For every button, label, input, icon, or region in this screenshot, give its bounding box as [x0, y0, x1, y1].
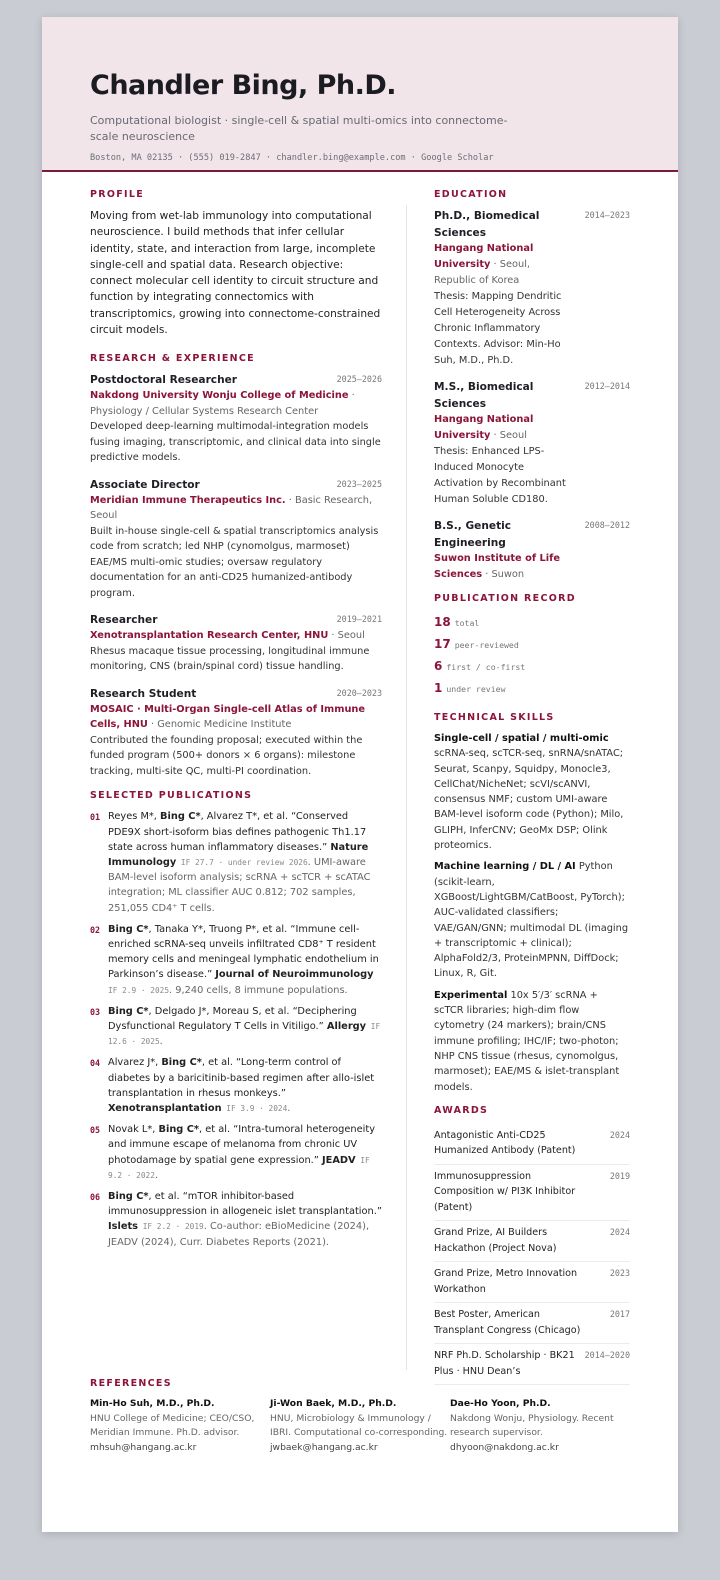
award-title: Grand Prize, Metro Innovation Workathon [434, 1268, 578, 1295]
publication-authors-pre: Novak L*, [108, 1124, 159, 1136]
stat-count: 1 [434, 681, 443, 695]
job-date: 2019–2021 [336, 614, 382, 625]
experience-entry [90, 686, 382, 780]
award-year: 2024 [609, 1129, 630, 1140]
job-title: Postdoctoral Researcher [90, 374, 238, 387]
publication-note: . [159, 1036, 163, 1048]
publication-journal: Xenotransplantation [108, 1103, 222, 1115]
references-section [90, 1378, 630, 1455]
job-organization [90, 628, 382, 644]
right-column [434, 189, 630, 1385]
award-item [434, 1221, 630, 1262]
degree-thesis: Thesis: Mapping Dendritic Cell Heterogeneity Across Chronic Inflammatory Contexts. Advisor: Min-Ho Suh, M.D., Ph.D. [434, 291, 562, 366]
skill-group [434, 988, 630, 1095]
publication-journal: Nature Immunology [108, 841, 369, 868]
skill-heading: Machine learning / DL / AI [434, 861, 576, 873]
section-title-awards: AWARDS [434, 1104, 489, 1116]
award-title: Grand Prize, AI Builders Hackathon (Project Nova) [434, 1227, 557, 1254]
award-title: Best Poster, American Transplant Congress (Chicago) [434, 1309, 581, 1336]
publication-journal: Islets [108, 1221, 138, 1233]
publication-number: 06 [90, 1192, 101, 1203]
publication-meta: IF 3.9 · 2024 [221, 1104, 288, 1114]
publication-self-author: Bing C* [108, 1005, 149, 1017]
publication-meta: IF 12.6 · 2025 [108, 1022, 381, 1047]
skill-heading: Experimental [434, 989, 508, 1001]
award-title: NRF Ph.D. Scholarship · BK21 Plus · HNU Dean’s [434, 1350, 575, 1377]
stat-count: 18 [434, 615, 451, 629]
skill-details: 10x 5′/3′ scRNA + scTCR libraries; high-dim flow cytometry (24 markers); brain/CNS immune profiling; IHC/IF; two-photon; NHP CNS tissue (rhesus, cynomolgus, marmoset); EAE/MS & islet-transplant models. [434, 989, 620, 1093]
section-title-profile: PROFILE [90, 189, 145, 200]
skill-heading: Single-cell / spatial / multi-omic [434, 733, 609, 744]
publication-note: . [154, 1169, 159, 1181]
experience-entry [90, 372, 382, 466]
reference-email[interactable]: dhyoon@nakdong.ac.kr [450, 1441, 559, 1453]
reference-entry [450, 1397, 630, 1455]
reference-entry [90, 1397, 270, 1455]
job-organization [90, 388, 382, 419]
reference-email[interactable]: jwbaek@hangang.ac.kr [270, 1441, 378, 1453]
stat-label: under review [446, 684, 506, 694]
publication-number: 01 [90, 812, 101, 823]
publication-note: . [287, 1103, 291, 1115]
section-title-education: EDUCATION [434, 189, 508, 200]
stat-count: 6 [434, 659, 443, 673]
award-year: 2019 [609, 1170, 630, 1181]
publication-authors-pre: Alvarez J*, [108, 1057, 162, 1069]
resume-header [42, 17, 678, 172]
publication-citation: , Tanaka Y*, Truong P*, et al. “Immune cell-enriched scRNA-seq unveils infiltrated CD8⁺ T resident memory cells and meningeal lymphatic endothelium in Parkinson’s disease.” [108, 923, 379, 981]
degree-thesis: Thesis: Enhanced LPS-Induced Monocyte Activation by Recombinant Human Soluble CD180. [434, 446, 566, 505]
degree-date: 2014–2023 [584, 210, 630, 220]
publication-stat [434, 678, 630, 700]
education-entry [434, 379, 630, 508]
skill-details: Python (scikit-learn, XGBoost/LightGBM/CatBoost, PyTorch); AUC-validated classifiers; VAE/GAN/GNN; multimodal DL (imaging + transcriptomic + clinical); AlphaFold2/3, ProteinMPNN, DiffDock; Linux, R, Git. [434, 861, 629, 980]
reference-name: Min-Ho Suh, M.D., Ph.D. [90, 1398, 215, 1409]
institution-location: · Seoul, Republic of Korea [434, 259, 531, 286]
job-description: Rhesus macaque tissue processing, longitudinal immune monitoring, CNS (brain/spinal cord) tissue handling. [90, 645, 370, 673]
publication-note: . Co-author: eBioMedicine (2024), JEADV (2024), Curr. Diabetes Reports (2021). [108, 1221, 370, 1248]
section-title-skills: TECHNICAL SKILLS [434, 712, 555, 723]
publication-journal: Journal of Neuroimmunology [215, 969, 374, 981]
reference-name: Ji-Won Baek, M.D., Ph.D. [270, 1398, 397, 1409]
job-title: Researcher [90, 614, 158, 627]
publication-citation: , et al. “Intra-tumoral heterogeneity and immune escape of melanoma from chronic UV photodamage by spatial gene expression.” [108, 1124, 376, 1166]
publication-stat [434, 656, 630, 678]
award-year: 2017 [609, 1309, 630, 1320]
publication-number: 03 [90, 1006, 101, 1017]
award-item [434, 1165, 630, 1222]
experience-entry [90, 612, 382, 675]
skills-list [434, 731, 630, 1095]
degree-title: M.S., Biomedical Sciences [434, 381, 534, 410]
degree-institution [434, 551, 574, 583]
institution-name: Hangang National University [434, 414, 534, 441]
publication-list [90, 809, 382, 1249]
contact-line: Boston, MA 02135 · (555) 019-2847 · chandler.bing@example.com · Google Scholar [90, 153, 494, 163]
degree-title: B.S., Genetic Engineering [434, 520, 512, 549]
job-description: Built in-house single-cell & spatial transcriptomics analysis code from scratch; led NHP (cynomolgus, marmoset) EAE/MS multi-omic studies; oversaw regulatory documentation for an anti-CD25 humanized-antibody program. [90, 525, 379, 599]
publication-meta: IF 2.9 · 2025 [108, 985, 170, 995]
job-organization [90, 493, 382, 524]
education-list [434, 208, 630, 583]
tagline: Computational biologist · single-cell & spatial multi-omics into connectome-scale neuroscience [90, 114, 508, 143]
reference-name: Dae-Ho Yoon, Ph.D. [450, 1398, 551, 1409]
organization-location: · Physiology / Cellular Systems Research Center [90, 390, 355, 417]
stat-label: total [454, 618, 480, 628]
publication-stat [434, 634, 630, 656]
reference-entry [270, 1397, 450, 1455]
publication-item [90, 1004, 382, 1050]
organization-location: · Genomic Medicine Institute [147, 719, 292, 731]
organization-name: MOSAIC · Multi-Organ Single-cell Atlas of Immune Cells, HNU [90, 703, 366, 731]
column-divider [406, 205, 407, 1370]
institution-location: · Suwon [482, 569, 525, 580]
publication-citation: , et al. “mTOR inhibitor-based immunosuppression in allogeneic islet transplantation.” [108, 1191, 382, 1218]
reference-email[interactable]: mhsuh@hangang.ac.kr [90, 1441, 197, 1453]
awards-list [434, 1124, 630, 1386]
award-item [434, 1303, 630, 1344]
skill-group [434, 731, 630, 853]
skill-group [434, 859, 630, 981]
publication-self-author: Bing C* [160, 811, 201, 823]
award-item [434, 1124, 630, 1165]
publication-journal: JEADV [322, 1154, 356, 1166]
publication-self-author: Bing C* [161, 1057, 202, 1069]
degree-institution [434, 412, 574, 444]
award-title: Antagonistic Anti-CD25 Humanized Antibody (Patent) [434, 1129, 576, 1157]
organization-location: · Seoul [328, 630, 365, 642]
stat-label: first / co-first [446, 662, 526, 672]
publication-number: 05 [90, 1125, 101, 1136]
reference-info: HNU, Microbiology & Immunology / IBRI. Computational co-corresponding. [270, 1412, 448, 1438]
section-title-pubrecord: PUBLICATION RECORD [434, 593, 576, 604]
job-description: Contributed the founding proposal; executed within the funded program (500+ donors × 6 organs): milestone tracking, multi-site QC, multi-PI coordination. [90, 734, 363, 777]
experience-entry [90, 477, 382, 602]
publication-note: . UMI-aware BAM-level isoform analysis; scRNA + scTCR + scATAC integration; ML classifier AUC 0.812; 702 samples, 251,055 CD4⁺ T cells. [108, 856, 371, 914]
organization-location: · Basic Research, Seoul [90, 494, 373, 522]
section-title-references: REFERENCES [90, 1378, 172, 1389]
job-date: 2025–2026 [336, 374, 382, 385]
publication-journal: Allergy [326, 1021, 367, 1033]
education-entry [434, 518, 630, 583]
publication-self-author: Bing C* [158, 1124, 200, 1136]
degree-institution [434, 241, 574, 289]
publication-stat [434, 612, 630, 634]
organization-name: Xenotransplantation Research Center, HNU [90, 630, 329, 642]
section-title-research: RESEARCH & EXPERIENCE [90, 353, 255, 365]
publication-citation: , Alvarez T*, et al. “Conserved PDE9X short-isoform bias defines pathogenic Th1.17 state across human inflammatory diseases.” [108, 811, 367, 853]
publication-record [434, 612, 630, 700]
award-title: Immunosuppression Composition w/ PI3K Inhibitor (Patent) [434, 1170, 576, 1213]
publication-meta: IF 9.2 · 2022 [108, 1155, 370, 1180]
degree-date: 2008–2012 [584, 520, 630, 530]
resume-page [42, 17, 678, 1532]
reference-info: Nakdong Wonju, Physiology. Recent research supervisor. [450, 1412, 614, 1438]
candidate-name: Chandler Bing, Ph.D. [90, 70, 397, 101]
publication-meta: IF 2.2 · 2019 [138, 1222, 204, 1232]
institution-location: · Seoul [490, 430, 527, 441]
publication-item [90, 809, 382, 915]
publication-item [90, 1055, 382, 1116]
references-list [90, 1397, 630, 1455]
reference-info: HNU College of Medicine; CEO/CSO, Meridian Immune. Ph.D. advisor. [90, 1412, 255, 1438]
job-title: Research Student [90, 687, 197, 700]
publication-number: 02 [90, 924, 101, 935]
degree-title: Ph.D., Biomedical Sciences [434, 210, 540, 239]
skill-details: scRNA-seq, scTCR-seq, snRNA/snATAC; Seurat, Scanpy, Squidpy, Monocle3, CellChat/NicheNet; scVI/scANVI, consensus NMF; custom UMI-aware BAM-level isoform code (Python); Milo, GLIPH, InferCNV; GeoMx DSP; Olink proteomics. [434, 748, 624, 852]
publication-item [90, 1122, 382, 1183]
left-column [90, 189, 382, 1256]
award-year: 2023 [609, 1268, 630, 1279]
job-date: 2020–2023 [336, 687, 382, 698]
award-item [434, 1262, 630, 1303]
publication-item [90, 1189, 382, 1250]
job-description: Developed deep-learning multimodal-integration models fusing imaging, transcriptomic, and clinical data into single predictive models. [90, 421, 381, 464]
institution-name: Hangang National University [434, 243, 534, 270]
award-year: 2014–2020 [584, 1350, 630, 1361]
job-title: Associate Director [90, 478, 200, 491]
publication-item [90, 922, 382, 998]
job-date: 2023–2025 [336, 478, 382, 489]
publication-authors-pre: Reyes M*, [108, 811, 161, 823]
organization-name: Meridian Immune Therapeutics Inc. [90, 494, 286, 506]
publication-note: . 9,240 cells, 8 immune populations. [169, 984, 348, 996]
publication-number: 04 [90, 1058, 101, 1069]
publication-citation: , Delgado J*, Moreau S, et al. “Deciphering Dysfunctional Regulatory T Cells in Vitiligo.” [108, 1005, 357, 1033]
stat-label: peer-reviewed [454, 640, 519, 650]
award-year: 2024 [609, 1227, 630, 1238]
degree-date: 2012–2014 [584, 381, 630, 391]
publication-meta: IF 27.7 · under review 2026 [176, 857, 308, 867]
profile-text: Moving from wet-lab immunology into computational neuroscience. I build methods that infer cellular identity, state, and interaction from large, incomplete single-cell and spatial data. Research objective: connect molecular cell identity to circuit structure and function by integrating connectomics with transcriptomics, growing into connectome-constrained circuit models. [90, 210, 381, 337]
section-title-publications: SELECTED PUBLICATIONS [90, 790, 253, 802]
experience-list [90, 372, 382, 779]
stat-count: 17 [434, 637, 451, 651]
publication-citation: , et al. “Long-term control of diabetes by a baricitinib-based regimen after allo-islet transplantation in rhesus monkeys.” [108, 1057, 375, 1099]
publication-self-author: Bing C* [108, 923, 149, 935]
publication-self-author: Bing C* [108, 1191, 149, 1203]
organization-name: Nakdong University Wonju College of Medicine [90, 390, 349, 402]
job-organization [90, 702, 382, 733]
institution-name: Suwon Institute of Life Sciences [434, 553, 560, 580]
education-entry [434, 208, 630, 369]
